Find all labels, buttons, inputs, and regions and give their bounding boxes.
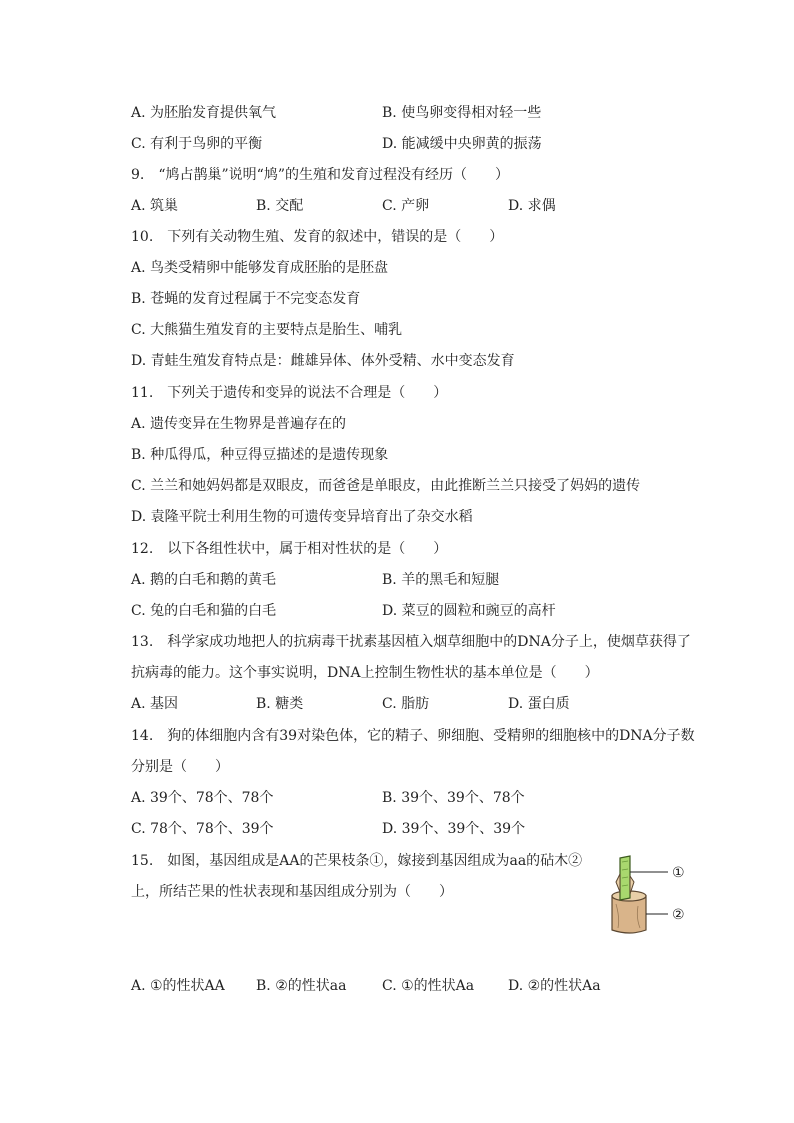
q13-stem-line1: 13. 科学家成功地把人的抗病毒干扰素基因植入烟草细胞中的DNA分子上，使烟草获得了	[131, 634, 691, 650]
q11-option-d: D. 袁隆平院士利用生物的可遗传变异培育出了杂交水稻	[131, 509, 473, 525]
q10-option-a: A. 鸟类受精卵中能够发育成胚胎的是胚盘	[131, 260, 389, 276]
grafting-figure	[606, 852, 698, 936]
q9-option-b: B. 交配	[256, 198, 304, 214]
q10-stem: 10. 下列有关动物生殖、发育的叙述中，错误的是（ ）	[131, 229, 504, 245]
q14-stem-line2: 分别是（ ）	[131, 759, 229, 775]
q14-stem-line1: 14. 狗的体细胞内含有39对染色体，它的精子、卵细胞、受精卵的细胞核中的DNA分子数	[131, 728, 695, 744]
q15-option-c: C. ①的性状Aa	[382, 978, 475, 994]
q8-option-b: B. 使鸟卵变得相对轻一些	[382, 105, 542, 121]
q13-option-b: B. 糖类	[256, 696, 304, 712]
q10-option-c: C. 大熊猫生殖发育的主要特点是胎生、哺乳	[131, 322, 403, 338]
q15-option-b: B. ②的性状aa	[256, 978, 347, 994]
q9-option-d: D. 求偶	[508, 198, 556, 214]
grafting-illustration	[606, 852, 698, 936]
q11-option-a: A. 遗传变异在生物界是普遍存在的	[131, 416, 347, 432]
q9-option-c: C. 产卵	[382, 198, 430, 214]
q11-option-b: B. 种瓜得瓜，种豆得豆描述的是遗传现象	[131, 447, 389, 463]
q13-option-c: C. 脂肪	[382, 696, 430, 712]
q14-option-b: B. 39个、39个、78个	[382, 790, 525, 806]
q14-option-d: D. 39个、39个、39个	[382, 821, 526, 837]
q15-option-d: D. ②的性状Aa	[508, 978, 601, 994]
q15-stem-line1: 15. 如图，基因组成是AA的芒果枝条①，嫁接到基因组成为aa的砧木②	[131, 853, 583, 869]
figure-label-scion: ①	[672, 865, 685, 881]
q12-option-c: C. 兔的白毛和猫的白毛	[131, 603, 277, 619]
q11-stem: 11. 下列关于遗传和变异的说法不合理是（ ）	[131, 385, 448, 401]
q14-option-c: C. 78个、78个、39个	[131, 821, 274, 837]
q9-stem: 9. “鸠占鹊巢”说明“鸠”的生殖和发育过程没有经历（ ）	[131, 167, 509, 183]
q15-stem-line2: 上，所结芒果的性状表现和基因组成分别为（ ）	[131, 884, 453, 900]
q15-option-a: A. ①的性状AA	[131, 978, 225, 994]
q10-option-b: B. 苍蝇的发育过程属于不完变态发育	[131, 291, 361, 307]
q14-option-a: A. 39个、78个、78个	[131, 790, 274, 806]
q13-option-d: D. 蛋白质	[508, 696, 570, 712]
q13-stem-line2: 抗病毒的能力。这个事实说明，DNA上控制生物性状的基本单位是（ ）	[131, 665, 599, 681]
q11-option-c: C. 兰兰和她妈妈都是双眼皮，而爸爸是单眼皮，由此推断兰兰只接受了妈妈的遗传	[131, 478, 641, 494]
q12-option-d: D. 菜豆的圆粒和豌豆的高杆	[382, 603, 556, 619]
q8-option-d: D. 能减缓中央卵黄的振荡	[382, 136, 542, 152]
q12-option-b: B. 羊的黑毛和短腿	[382, 572, 500, 588]
q8-option-c: C. 有利于鸟卵的平衡	[131, 136, 263, 152]
q8-option-a: A. 为胚胎发育提供氧气	[131, 105, 277, 121]
figure-label-rootstock: ②	[672, 907, 685, 923]
q9-option-a: A. 筑巢	[131, 198, 179, 214]
q10-option-d: D. 青蛙生殖发育特点是：雌雄异体、体外受精、水中变态发育	[131, 353, 515, 369]
q13-option-a: A. 基因	[131, 696, 179, 712]
q12-option-a: A. 鹅的白毛和鹅的黄毛	[131, 572, 277, 588]
q12-stem: 12. 以下各组性状中，属于相对性状的是（ ）	[131, 541, 448, 557]
